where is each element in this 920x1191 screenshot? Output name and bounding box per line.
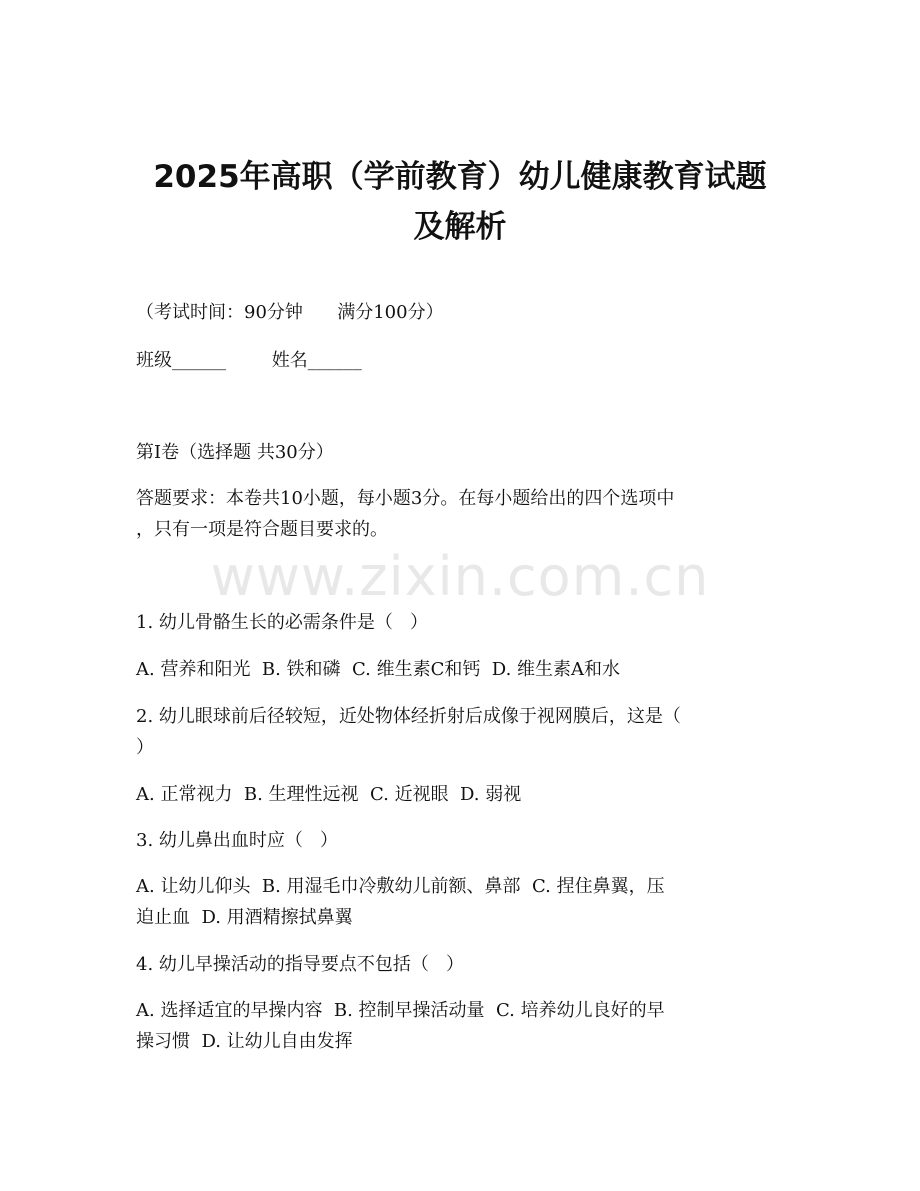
question-3-options-line1: A. 让幼儿仰头 B. 用湿毛巾冷敷幼儿前额、鼻部 C. 捏住鼻翼，压	[136, 876, 665, 897]
question-2-options: A. 正常视力 B. 生理性远视 C. 近视眼 D. 弱视	[136, 784, 522, 805]
instructions-line2: ，只有一项是符合题目要求的。	[136, 519, 388, 540]
question-4-options-line1: A. 选择适宜的早操内容 B. 控制早操活动量 C. 培养幼儿良好的早	[136, 1000, 665, 1021]
watermark: www.zixin.com.cn	[210, 545, 710, 608]
question-4-stem: 4. 幼儿早操活动的指导要点不包括（ ）	[136, 954, 465, 975]
class-name-fields: 班级______ 姓名______	[136, 350, 362, 371]
question-4-options-line2: 操习惯 D. 让幼儿自由发挥	[136, 1031, 353, 1052]
question-3-stem: 3. 幼儿鼻出血时应（ ）	[136, 830, 339, 851]
section-header: 第I卷（选择题 共30分）	[136, 442, 334, 463]
question-3-options-line2: 迫止血 D. 用酒精擦拭鼻翼	[136, 907, 353, 928]
exam-info: （考试时间：90分钟 满分100分）	[136, 302, 444, 323]
instructions-line1: 答题要求：本卷共10小题，每小题3分。在每小题给出的四个选项中	[136, 488, 675, 509]
document-title-line2: 及解析	[413, 209, 507, 245]
question-2-stem-cont: ）	[136, 737, 154, 758]
question-1-options: A. 营养和阳光 B. 铁和磷 C. 维生素C和钙 D. 维生素A和水	[136, 659, 621, 680]
question-2-stem: 2. 幼儿眼球前后径较短，近处物体经折射后成像于视网膜后，这是（	[136, 706, 681, 727]
question-1-stem: 1. 幼儿骨骼生长的必需条件是（ ）	[136, 612, 429, 633]
document-title-line1: 2025年高职（学前教育）幼儿健康教育试题	[153, 159, 767, 195]
